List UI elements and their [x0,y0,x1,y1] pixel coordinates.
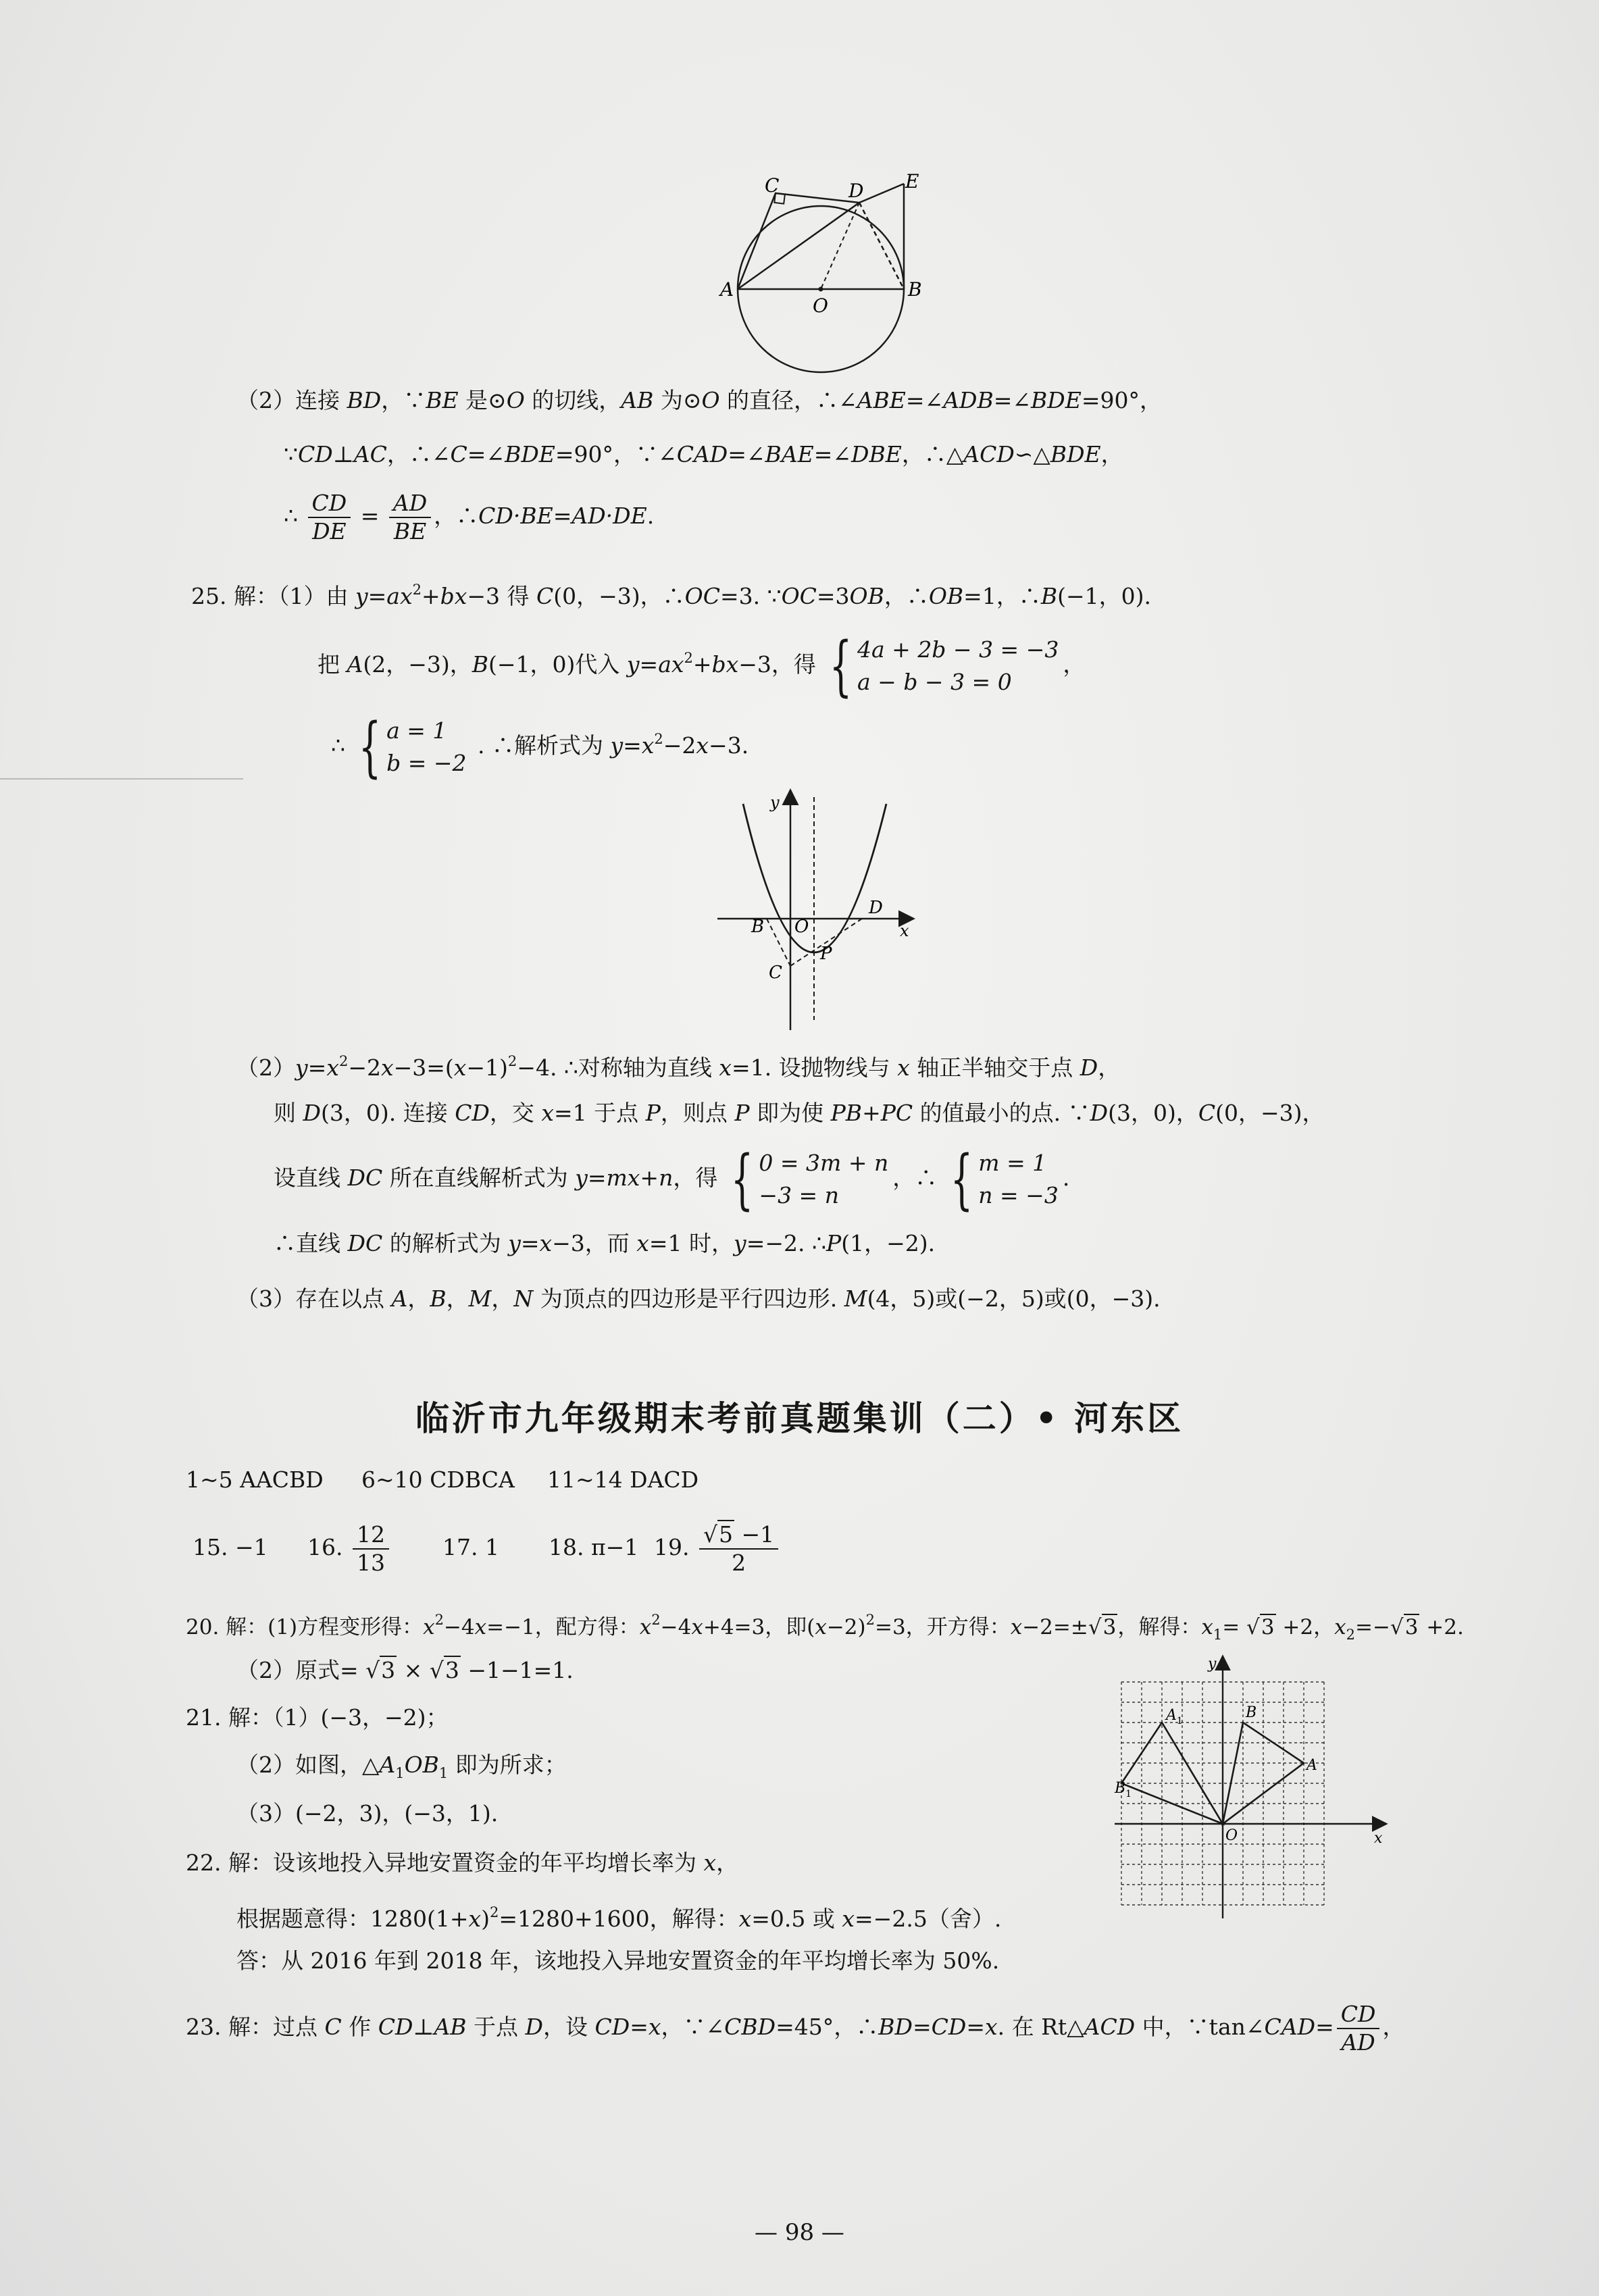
figure-grid-rotation [1101,1648,1398,1932]
q22-line2: 根据题意得：$1280(1+x)^2=1280+1600$，解得：x=0.5 或 x=−2.5（舍）. [236,1904,1002,1932]
label-C: C [769,963,782,983]
label-B: B [751,917,765,937]
page-number: — 98 — [755,2219,844,2246]
label-B1: $B_1$ [1115,1780,1132,1800]
q21-line1: 21. 解：（1）(−3，−2)； [186,1704,449,1731]
fold-line [0,778,243,780]
q25-line4: $(2)y=x^2-2x-3=(x-1)^2-4$. ∴对称轴为直线 x=1. 设抛物线与 x 轴正半轴交于点 D， [236,1053,1121,1081]
equation-system-mn: { 0 = 3m + n −3 = n [731,1142,889,1217]
label-D: D [848,180,864,202]
q24-line1: （2）连接 BD，∵BE 是⊙O 的切线，AB 为⊙O 的直径，∴∠ABE=∠ADB=∠BDE=90°， [236,387,1163,413]
label-O: O [1225,1827,1238,1844]
q24-line2: ∵CD⊥AC，∴∠C=∠BDE=90°，∵∠CAD=∠BAE=∠DBE，∴△ACD∽△BDE， [284,441,1123,467]
label-O: O [794,917,809,937]
label-y: y [770,793,780,812]
solution-system-ab: { a = 1 b = −2 [358,709,467,785]
label-x: x [1374,1830,1383,1847]
fill-answer-17: 17. 1 [442,1534,499,1560]
equation-system-ab: { 4a + 2b − 3 = −3 a − b − 3 = 0 [829,628,1059,704]
q24-line3: ∴ $\frac{CD}{DE}$ = $\frac{AD}{BE}$ ，∴CD·BE=AD·DE. [284,490,655,544]
label-A1: $A_1$ [1166,1707,1183,1727]
label-A: A [720,278,734,301]
label-P: P [820,944,832,964]
q21-line2: （2）如图，$\triangle A_1OB_1$ 即为所求； [236,1752,567,1781]
q25-line2: 把 A(2，−3)，B(−1，0)代入 $y=ax^2+bx-3$，得 { 4a + 2b − 3 = −3 a − b − 3 = 0 ， [318,628,1086,704]
label-C: C [765,174,780,197]
q25-line1: 25. 解：（1）由 $y=ax^2+bx-3$ 得 C(0，−3)，∴OC=3. ∵OC=3OB，∴OB=1，∴B(−1，0). [191,582,1151,609]
label-y: y [1208,1656,1217,1673]
label-B: B [908,278,922,301]
fill-answer-19: 19. $\frac{√5 -1}{2}$ [654,1516,781,1579]
q25-line8: （3）存在以点 A，B，M，N 为顶点的四边形是平行四边形. M(4，5)或(−2，5)或(0，−3). [236,1285,1161,1312]
label-A: A [1306,1757,1317,1774]
q25-line7: ∴直线 DC 的解析式为 y=x−3，而 x=1 时，y=−2. ∴P(1，−2). [274,1230,936,1256]
mc-answers-1-5: 1~5 AACBD [186,1466,324,1493]
q25-line6: 设直线 DC 所在直线解析式为 y=mx+n，得 { 0 = 3m + n −3 = n ，∴ { m = 1 n = −3 . [274,1142,1070,1217]
solution-system-mn: { m = 1 n = −3 [950,1142,1059,1217]
fraction-ad-be: $\frac{AD}{BE}$ [389,490,431,545]
q25-line5: 则 D(3，0). 连接 CD，交 x=1 于点 P，则点 P 即为使 PB+PC 的值最小的点. ∵D(3，0)，C(0，−3)， [274,1100,1325,1126]
label-D: D [869,898,883,918]
q20-line1: 20. 解：(1)方程变形得：$x^2-4x=-1$，配方得：$x^2-4x+4=3$，即$(x-2)^2=3$，开方得：x−2=±√3，解得：$x_1= √3 +2$，$x_2=-√3 +2$. [186,1612,1464,1643]
label-x: x [900,921,909,940]
label-E: E [905,170,919,193]
label-B: B [1246,1704,1257,1721]
q20-line2: （2）原式= √3 × √3 −1−1=1. [236,1657,574,1683]
figure-circle-tangent [703,169,932,385]
fill-answer-15: 15. −1 [193,1534,268,1560]
fill-answer-18: 18. π−1 [549,1534,639,1560]
mc-answers-6-10: 6~10 CDBCA [361,1466,515,1493]
q22-line1: 22. 解：设该地投入异地安置资金的年平均增长率为 x， [186,1849,739,1876]
q22-line3: 答：从 2016 年到 2018 年，该地投入异地安置资金的年平均增长率为 50%. [236,1947,1000,1974]
q21-line3: （3）(−2，3)，(−3，1). [236,1800,499,1827]
fraction-cd-de: $\frac{CD}{DE}$ [308,490,351,545]
section-title: 临沂市九年级期末考前真题集训（二）• 河东区 [415,1399,1184,1438]
fill-answer-16: 16. $\frac{12}{13}$ [307,1516,392,1579]
q23-line1: 23. 解：过点 C 作 CD⊥AB 于点 D，设 CD=x，∵∠CBD=45°，∴BD=CD=x. 在 Rt△ACD 中，∵tan∠CAD= $\frac{CD}{AD}$ ， [186,2001,1405,2056]
figure-parabola [709,784,925,1034]
q25-line3: ∴ { a = 1 b = −2 . ∴解析式为 $y=x^2-2x-3$. [331,709,749,785]
label-O: O [813,295,828,317]
mc-answers-11-14: 11~14 DACD [547,1466,699,1493]
